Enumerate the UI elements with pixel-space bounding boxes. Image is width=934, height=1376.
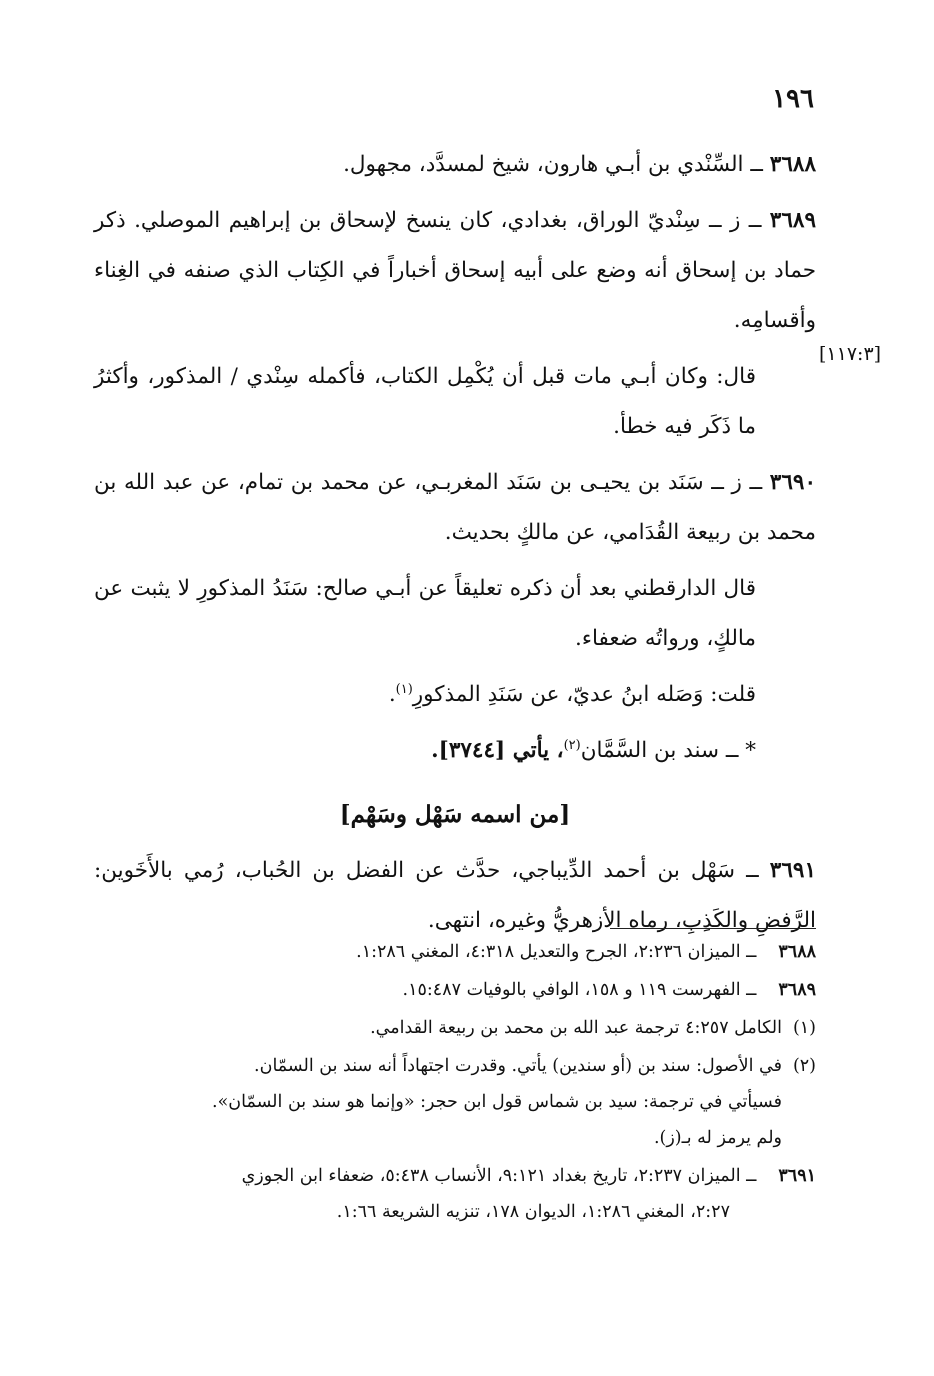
entry-number: ٣٦٩١ (769, 858, 816, 883)
margin-reference: [١١٧:٣] (819, 343, 882, 365)
footnote-3689 (94, 972, 816, 1008)
footnote-3691-line-1 (94, 1158, 816, 1194)
section-heading: [من اسمه سَهْل وسَهْم] (339, 801, 571, 828)
entry-3689-quote: قال: وكان أبـي مات قبل أن يُكْمِل الكتاب، فأكمله سِنْدي / المذكور، وأكثرُ ما ذَكَر فيه خطأ. (94, 364, 756, 439)
page-number: ١٩٦ (772, 84, 814, 114)
footnote-ref-2[interactable]: (٢) (563, 737, 581, 753)
footnote-label: ٣٦٨٨ (778, 942, 816, 962)
entry-3690-qult (94, 670, 816, 720)
footnote-label: ٣٦٨٩ (778, 980, 816, 1000)
footnote-text: ــ الفهرست ١١٩ و ١٥٨، الوافي بالوفيات ١٥:٤٨٧. (402, 980, 757, 1000)
entry-3688 (94, 140, 816, 190)
entry-3691 (94, 846, 816, 946)
footnote-3691 (94, 1158, 816, 1230)
footnote-2-line-3: ولم يرمز له بـ(ز). (653, 1128, 782, 1148)
footnote-text: ــ الميزان ٢:٢٣٦، الجرح والتعديل ٤:٣١٨، المغني ١:٢٨٦. (356, 942, 757, 962)
entry-number: ٣٦٨٩ (769, 208, 816, 233)
footnote-label: (١) (792, 1018, 816, 1038)
footnote-text: في الأصول: سند بن (أو سندين) يأتي. وقدرت اجتهاداً أنه سند بن السمّان. (254, 1056, 782, 1076)
main-text (94, 140, 816, 952)
footnote-ref-1[interactable]: (١) (395, 681, 413, 697)
footnote-1 (94, 1010, 816, 1046)
footnote-divider (610, 928, 816, 929)
qult-end: . (388, 682, 396, 707)
footnote-text: ــ الميزان ٢:٢٣٧، تاريخ بغداد ٩:١٢١، الأنساب ٥:٤٣٨، ضعفاء ابن الجوزي (241, 1166, 757, 1186)
cross-reference (94, 726, 816, 776)
footnote-text: الكامل ٤:٢٥٧ ترجمة عبد الله بن محمد بن ربيعة القدامي. (370, 1018, 782, 1038)
footnote-2 (94, 1048, 816, 1156)
entry-text: ــ ز ــ سَنَد بن يحيـى بن سَنَد المغربـي، عن محمد بن تمام، عن عبد الله بن محمد بن ربيعة القُدَامي، عن مالكٍ بحديث. (94, 470, 816, 545)
entry-text: ــ سَهْل بن أحمد الدِّيباجي، حدَّث عن الفضل بن الحُباب، رُمي بالأَخَوين: الرَّفضِ والكَذِبِ، رماه الأزهريُّ وغيره، انتهى. (94, 858, 816, 933)
footnote-label: (٢) (792, 1056, 816, 1076)
entry-number: ٣٦٨٨ (769, 152, 816, 177)
entry-text: ــ ز ــ سِنْديّ الوراق، بغدادي، كان ينسخ لإسحاق بن إبراهيم الموصلي. ذكر حماد بن إسحاق أنه وضع على أبيه إسحاق أخباراً في الكِتاب الذي صنفه في الغِناء وأقسامِه. (94, 208, 816, 333)
footnotes (94, 934, 816, 1232)
entry-text: ــ السِّنْدي بن أبـي هارون، شيخ لمسدَّد، مجهول. (343, 152, 770, 177)
footnote-3691-line-2: ٢:٢٧، المغني ١:٢٨٦، الديوان ١٧٨، تنزيه الشريعة ١:٦٦. (336, 1202, 730, 1222)
footnote-2-line-1 (94, 1048, 816, 1084)
footnote-3688 (94, 934, 816, 970)
entry-3689 (94, 196, 816, 346)
cross-ref-text: ــ سند بن السَّمَّان (580, 738, 746, 763)
entry-3690-daraqutni: قال الدارقطني بعد أن ذكره تعليقاً عن أبـي صالح: سَنَدُ المذكورِ لا يثبت عن مالكٍ، ورواتُه ضعفاء. (94, 576, 756, 651)
star-icon: * (745, 738, 756, 763)
qult-text: قلت: وَصَله ابنُ عديّ، عن سَنَدِ المذكورِ (412, 682, 756, 707)
footnote-label: ٣٦٩١ (778, 1166, 816, 1186)
entry-3690 (94, 458, 816, 558)
cross-ref-tail: ، يأتي [٣٧٤٤]. (431, 738, 564, 763)
footnote-2-line-2: فسيأتي في ترجمة: سيد بن شماس قول ابن حجر: «وإنما هو سند بن السمّان». (212, 1092, 782, 1112)
entry-number: ٣٦٩٠ (769, 470, 816, 495)
